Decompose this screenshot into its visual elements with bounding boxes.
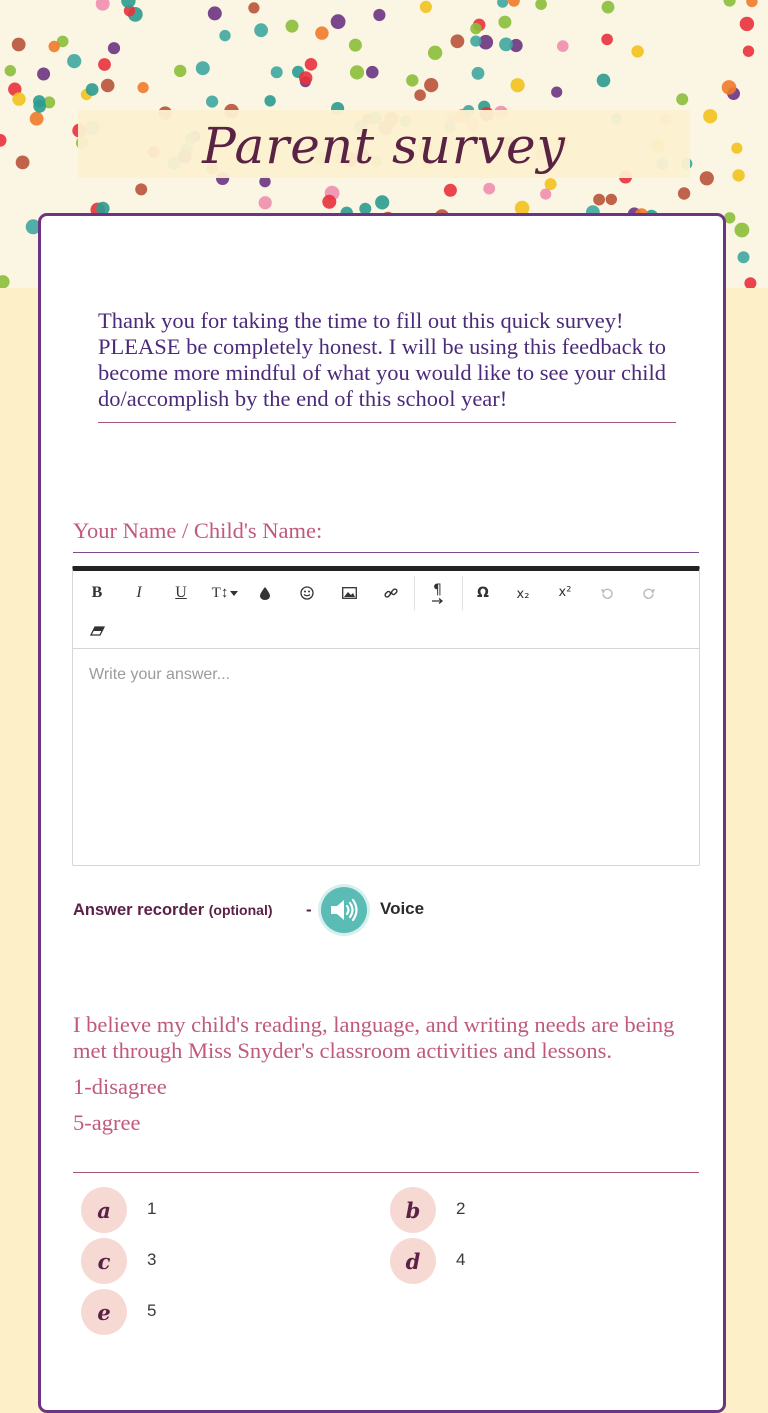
confetti-dot: [208, 6, 222, 20]
caret-down-icon: [230, 591, 238, 596]
scale-low-label: 1-disagree: [73, 1074, 167, 1099]
recorder-label: [73, 901, 273, 920]
recorder-label-text: Answer recorder: [73, 901, 205, 919]
confetti-dot: [375, 195, 389, 209]
confetti-dot: [286, 20, 299, 33]
confetti-dot: [703, 109, 717, 123]
page-title: Parent survey: [202, 117, 566, 175]
confetti-dot: [196, 61, 210, 75]
recorder-dash: -: [306, 900, 312, 919]
question-divider: [73, 1172, 699, 1173]
paragraph-direction-button[interactable]: [423, 578, 453, 608]
confetti-dot: [108, 42, 120, 54]
image-icon: [342, 587, 357, 599]
option-b[interactable]: [390, 1187, 670, 1233]
underline-button[interactable]: U: [175, 584, 187, 601]
confetti-dot: [722, 80, 737, 95]
confetti-dot: [470, 36, 481, 47]
option-letter-badge: d: [390, 1238, 436, 1284]
link-icon: [384, 586, 398, 600]
confetti-dot: [678, 187, 690, 199]
option-letter-badge: e: [81, 1289, 127, 1335]
confetti-dot: [98, 58, 111, 71]
confetti-dot: [735, 223, 750, 238]
confetti-dot: [49, 41, 60, 52]
confetti-dot: [101, 79, 115, 93]
text-color-button[interactable]: [250, 578, 280, 608]
confetti-dot: [499, 38, 513, 52]
voice-record-button[interactable]: [321, 887, 367, 933]
confetti-dot: [631, 45, 643, 57]
smiley-icon: [300, 586, 314, 600]
confetti-dot: [744, 277, 756, 288]
confetti-dot: [483, 183, 495, 195]
redo-button[interactable]: [634, 578, 664, 608]
confetti-dot: [406, 74, 418, 86]
confetti-dot: [424, 78, 438, 92]
confetti-dot: [174, 65, 186, 77]
confetti-dot: [206, 96, 218, 108]
confetti-dot: [743, 46, 754, 57]
confetti-dot: [86, 83, 99, 96]
pilcrow-arrow-icon: [431, 582, 445, 604]
confetti-dot: [731, 143, 742, 154]
confetti-dot: [738, 251, 750, 263]
confetti-dot: [33, 95, 45, 107]
insert-image-button[interactable]: [334, 578, 364, 608]
answer-textarea[interactable]: Write your answer...: [89, 666, 231, 683]
confetti-dot: [451, 34, 465, 48]
confetti-dot: [557, 40, 569, 52]
drop-icon: [260, 587, 270, 600]
question-name-label: Your Name / Child's Name:: [73, 518, 699, 553]
confetti-dot: [498, 16, 511, 29]
title-band: [78, 110, 690, 178]
confetti-dot: [510, 78, 524, 92]
svg-text:¶: ¶: [433, 582, 442, 598]
option-d[interactable]: [390, 1238, 670, 1284]
confetti-dot: [299, 71, 312, 84]
question-reading-prompt: I believe my child's reading, language, and writing needs are being met through Miss Snyder's classroom activities and lessons.: [73, 1012, 675, 1063]
confetti-dot: [305, 58, 318, 71]
confetti-dot: [350, 65, 364, 79]
confetti-dot: [746, 0, 757, 7]
option-text: 4: [456, 1250, 466, 1269]
insert-link-button[interactable]: [376, 578, 406, 608]
confetti-dot: [732, 169, 744, 181]
confetti-dot: [254, 23, 268, 37]
question-reading-text: [73, 1012, 699, 1136]
confetti-dot: [700, 171, 714, 185]
confetti-dot: [508, 0, 520, 7]
undo-icon: [600, 587, 614, 600]
confetti-dot: [0, 134, 7, 147]
confetti-dot: [444, 184, 457, 197]
confetti-dot: [428, 46, 442, 60]
confetti-dot: [740, 17, 754, 31]
option-text: 1: [147, 1199, 157, 1218]
option-letter-badge: c: [81, 1238, 127, 1284]
editor-toolbar: [73, 571, 699, 649]
voice-label: Voice: [380, 899, 425, 918]
option-text: 3: [147, 1250, 157, 1269]
eraser-icon: [90, 626, 105, 636]
confetti-dot: [5, 65, 16, 76]
text-size-label: T↕: [211, 584, 229, 601]
confetti-dot: [315, 26, 328, 39]
speaker-icon: [329, 897, 359, 923]
confetti-dot: [264, 95, 275, 106]
survey-card: [38, 213, 726, 1413]
confetti-dot: [472, 67, 485, 80]
option-c[interactable]: [81, 1238, 361, 1284]
subscript-button[interactable]: x₂: [516, 586, 530, 602]
confetti-dot: [470, 23, 481, 34]
confetti-dot: [0, 275, 10, 288]
confetti-dot: [420, 1, 432, 13]
option-letter-badge: a: [81, 1187, 127, 1233]
confetti-dot: [606, 194, 617, 205]
clear-format-button[interactable]: [82, 616, 112, 646]
confetti-dot: [271, 66, 283, 78]
confetti-dot: [551, 87, 562, 98]
redo-icon: [642, 587, 656, 600]
special-char-button[interactable]: Ω: [477, 585, 489, 601]
option-text: 2: [456, 1199, 466, 1218]
confetti-dot: [602, 1, 615, 14]
confetti-dot: [724, 0, 736, 7]
confetti-dot: [593, 194, 605, 206]
confetti-dot: [259, 196, 272, 209]
confetti-dot: [373, 9, 385, 21]
option-a[interactable]: [81, 1187, 361, 1233]
confetti-dot: [322, 195, 336, 209]
toolbar-separator: [414, 576, 415, 610]
confetti-dot: [30, 112, 44, 126]
confetti-dot: [331, 14, 346, 29]
rich-text-editor: [72, 566, 700, 866]
confetti-dot: [540, 189, 551, 200]
intro-text: Thank you for taking the time to fill out this quick survey! PLEASE be completely honest. I will be using this feedback to become more mindful of what you would like to see your child do/accomplish by the end of this school year!: [98, 308, 676, 423]
confetti-dot: [67, 54, 81, 68]
confetti-dot: [349, 39, 362, 52]
confetti-dot: [535, 0, 547, 10]
confetti-dot: [545, 178, 557, 190]
confetti-dot: [248, 2, 259, 13]
confetti-dot: [12, 92, 25, 105]
confetti-dot: [138, 82, 149, 93]
option-text: 5: [147, 1301, 157, 1320]
answer-recorder: [73, 886, 573, 936]
confetti-dot: [366, 66, 379, 79]
confetti-dot: [414, 89, 426, 101]
toolbar-separator: [462, 576, 463, 610]
confetti-dot: [96, 0, 110, 11]
confetti-dot: [135, 183, 147, 195]
confetti-dot: [597, 74, 611, 88]
text-size-button[interactable]: [208, 578, 242, 608]
confetti-dot: [601, 34, 613, 46]
confetti-dot: [12, 38, 26, 52]
superscript-button[interactable]: x²: [558, 584, 572, 600]
confetti-dot: [497, 0, 508, 8]
confetti-dot: [219, 30, 230, 41]
confetti-dot: [37, 68, 50, 81]
option-letter-badge: b: [390, 1187, 436, 1233]
option-e[interactable]: [81, 1289, 361, 1335]
emoji-button[interactable]: [292, 578, 322, 608]
recorder-optional-text: (optional): [208, 902, 273, 918]
bold-button[interactable]: B: [91, 584, 103, 601]
scale-high-label: 5-agree: [73, 1110, 141, 1135]
italic-button[interactable]: I: [136, 584, 142, 601]
undo-button[interactable]: [592, 578, 622, 608]
confetti-dot: [676, 93, 688, 105]
confetti-dot: [16, 156, 30, 170]
